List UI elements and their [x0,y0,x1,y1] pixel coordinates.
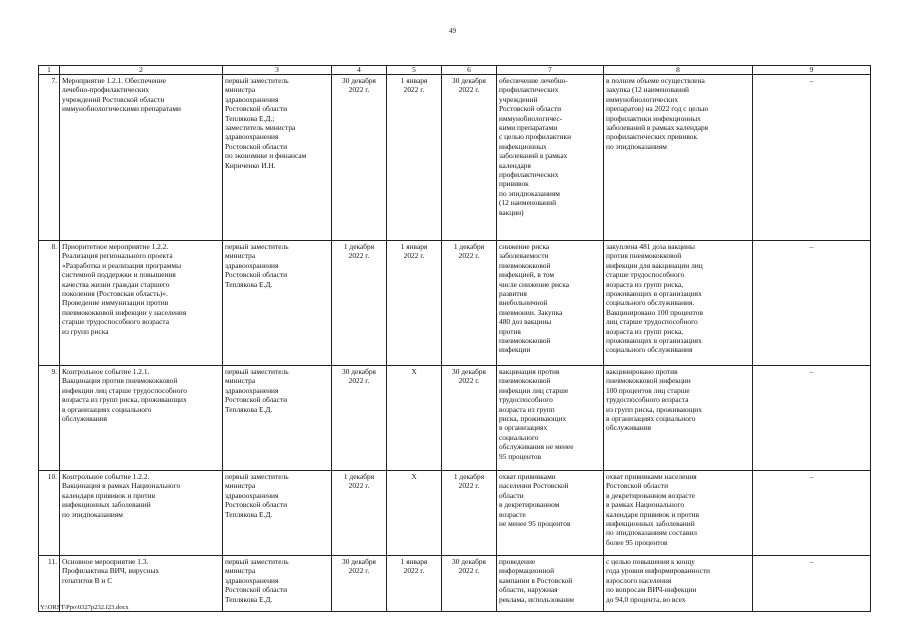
report-table [38,65,871,612]
event-cell: Контрольное событие 1.2.2. Вакцинация в рамках Национального календаря прививок и против инфекционных заболеваний по эпидпоказаниям [60,471,223,556]
expected-result-cell: вакцинация против пневмококковой инфекции лиц старше трудоспособного возраста из групп риска, проживающих в организациях социального обслуживания не менее 95 процентов [497,366,604,471]
expected-result-cell: обеспечение лечебно- профилактических учреждений Ростовской области иммунобиологичес- кими препаратами с целью профилактики инфекционных заболеваний в рамках календаря профилактических прививок по эпидпоказаниям (12 наименований вакцин) [497,75,604,241]
actual-result-cell: с целью повышения к концу года уровня информированности взрослого населения по вопросам ВИЧ-инфекции до 94,0 процента, во всех [604,556,753,612]
note-cell: – [753,241,871,366]
responsible-cell: первый заместитель министра здравоохранения Ростовской области Теплякова Е.Д. [223,556,332,612]
note-cell: – [753,471,871,556]
note-cell: – [753,556,871,612]
row-number: 9. [39,366,60,471]
responsible-cell: первый заместитель министра здравоохранения Ростовской области Теплякова Е.Д. [223,241,332,366]
table-row [39,241,871,366]
expected-result-cell: проведение информационной кампании в Ростовской области, наружная реклама, использование [497,556,604,612]
control-date-cell: 30 декабря 2022 г. [442,75,497,241]
table-row [39,471,871,556]
end-date-cell: Х [387,366,442,471]
col-header: 9 [753,66,871,75]
start-date-cell: 1 декабря 2022 г. [332,241,387,366]
row-number: 8. [39,241,60,366]
row-number: 10. [39,471,60,556]
end-date-cell: 1 января 2022 г. [387,556,442,612]
col-header: 3 [223,66,332,75]
event-cell: Контрольное событие 1.2.1. Вакцинация против пневмококковой инфекции лиц старше трудоспособного возраста из групп риска, проживающих в организациях социального обслуживания [60,366,223,471]
table-row [39,366,871,471]
col-header: 6 [442,66,497,75]
event-cell: Основное мероприятие 1.3. Профилактика ВИЧ, вирусных гепатитов В и С [60,556,223,612]
expected-result-cell: охват прививками населения Ростовской области в декретированном возрасте не менее 95 процентов [497,471,604,556]
actual-result-cell: вакцинировано против пневмококковой инфекции 100 процентов лиц старше трудоспособного возраста из групп риска, проживающих в организациях социального обслуживания [604,366,753,471]
note-cell: – [753,75,871,241]
col-header: 1 [39,66,60,75]
column-number-row [39,66,871,75]
end-date-cell: 1 января 2022 г. [387,75,442,241]
page-number: 49 [449,27,456,35]
actual-result-cell: в полном объеме осуществлена закупка (12 наименований иммунобиологических препаратов) на 2022 год с целью профилактики инфекционных заболеваний в рамках календаря профилактических прививок по эпидпоказаниям [604,75,753,241]
row-number: 11. [39,556,60,612]
col-header: 2 [60,66,223,75]
row-number: 7. [39,75,60,241]
col-header: 7 [497,66,604,75]
start-date-cell: 30 декабря 2022 г. [332,366,387,471]
file-path-footer: Y:\ORST\Ppo\0327p232.f23.docx [40,604,129,611]
responsible-cell: первый заместитель министра здравоохранения Ростовской области Теплякова Е.Д. [223,471,332,556]
col-header: 8 [604,66,753,75]
control-date-cell: 30 декабря 2022 г. [442,366,497,471]
end-date-cell: 1 января 2022 г. [387,241,442,366]
note-cell: – [753,366,871,471]
control-date-cell: 1 декабря 2022 г. [442,471,497,556]
expected-result-cell: снижение риска заболеваемости пневмококковой инфекцией, в том числе снижение риска развития внебольничной пневмонии. Закупка 480 доз вакцины против пневмококковой инфекции [497,241,604,366]
table-row [39,75,871,241]
table-row [39,556,871,612]
actual-result-cell: охват прививками населения Ростовской области в декретированном возрасте в рамках Национального календаря прививок и против инфекционных заболеваний по эпидпоказаниям составил более 95 процентов [604,471,753,556]
col-header: 4 [332,66,387,75]
responsible-cell: первый заместитель министра здравоохранения Ростовской области Теплякова Е.Д.; заместитель министра здравоохранения Ростовской области по экономике и финансам Кириченко И.Н. [223,75,332,241]
event-cell: Мероприятие 1.2.1. Обеспечение лечебно-профилактических учреждений Ростовской области иммунобиологическими препаратами [60,75,223,241]
actual-result-cell: закуплена 481 доза вакцины против пневмококковой инфекции для вакцинации лиц старше трудоспособного возраста из групп риска, проживающих в организациях социального обслуживания. Вакцинировано 100 процентов лиц старше трудоспособного возраста из групп риска, проживающих в организациях социального обслуживания [604,241,753,366]
end-date-cell: Х [387,471,442,556]
control-date-cell: 1 декабря 2022 г. [442,241,497,366]
col-header: 5 [387,66,442,75]
control-date-cell: 30 декабря 2022 г. [442,556,497,612]
start-date-cell: 30 декабря 2022 г. [332,75,387,241]
start-date-cell: 30 декабря 2022 г. [332,556,387,612]
start-date-cell: 1 декабря 2022 г. [332,471,387,556]
responsible-cell: первый заместитель министра здравоохранения Ростовской области Теплякова Е.Д. [223,366,332,471]
event-cell: Приоритетное мероприятие 1.2.2. Реализация регионального проекта «Разработка и реализация программы системной поддержки и повышения качества жизни граждан старшего поколения (Ростовская область)». Проведение иммунизации против пневмококковой инфекции у населения старше трудоспособного возраста из групп риска [60,241,223,366]
